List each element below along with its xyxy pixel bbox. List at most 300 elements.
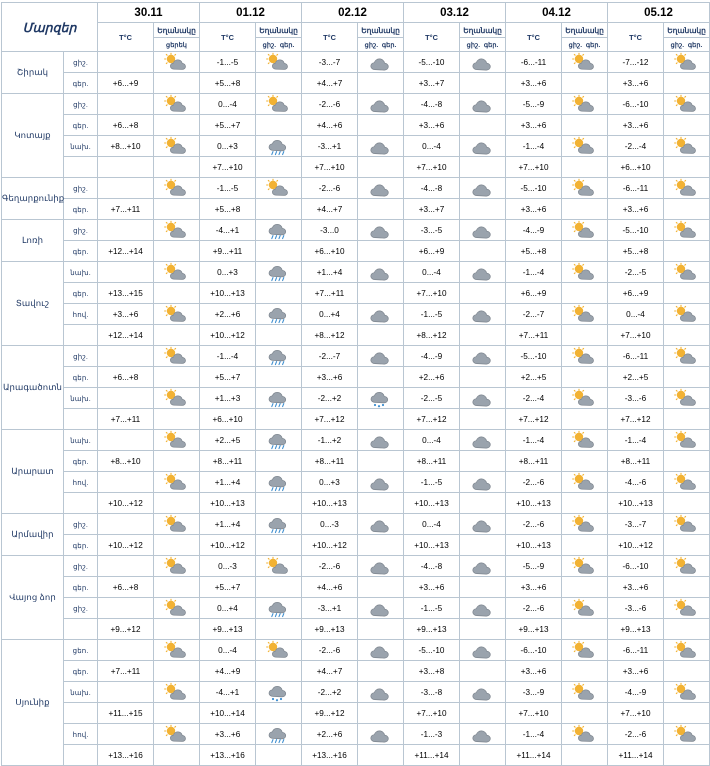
temp-cell: -4...+1 xyxy=(200,220,256,241)
sun-cloud-icon xyxy=(154,514,200,535)
temp-cell xyxy=(98,220,154,241)
weather-icon-cell-empty xyxy=(460,493,506,514)
sun-cloud-icon xyxy=(154,430,200,451)
weather-icon-cell-empty xyxy=(154,73,200,94)
temp-cell: -4...-9 xyxy=(608,682,664,703)
temp-cell: +11...+14 xyxy=(608,745,664,766)
sun-cloud-icon xyxy=(256,640,302,661)
subrow-label: հով. xyxy=(64,472,98,493)
sun-cloud-icon xyxy=(664,178,710,199)
sun-cloud-icon xyxy=(256,94,302,115)
subrow-label: նախ. xyxy=(64,262,98,283)
temp-cell: -1...-3 xyxy=(404,724,460,745)
weather-icon-cell-empty xyxy=(460,535,506,556)
temp-cell xyxy=(98,598,154,619)
sun-cloud-icon xyxy=(664,94,710,115)
weather-icon-cell-empty xyxy=(358,619,404,640)
sun-cloud-icon xyxy=(154,598,200,619)
temp-cell: +5...+8 xyxy=(200,199,256,220)
temp-cell: +3...+6 xyxy=(608,115,664,136)
cloud-icon xyxy=(460,430,506,451)
subrow-label xyxy=(64,157,98,178)
weather-icon-cell-empty xyxy=(562,283,608,304)
cloud-icon xyxy=(358,598,404,619)
header-daynight-3 xyxy=(460,38,506,52)
sun-cloud-icon xyxy=(154,556,200,577)
temp-cell: +9...+13 xyxy=(506,619,562,640)
temp-cell: +2...+5 xyxy=(506,367,562,388)
weather-icon-cell-empty xyxy=(358,367,404,388)
weather-icon-cell-empty xyxy=(358,535,404,556)
temp-cell xyxy=(98,262,154,283)
weather-icon-cell-empty xyxy=(256,619,302,640)
region-label: Սյունիք xyxy=(2,640,64,766)
temp-cell: -4...-8 xyxy=(404,178,460,199)
subrow-label: գեր. xyxy=(64,115,98,136)
cloud-icon xyxy=(460,220,506,241)
temp-cell: +7...+10 xyxy=(608,703,664,724)
temp-cell: +9...+13 xyxy=(302,619,358,640)
weather-icon-cell-empty xyxy=(664,115,710,136)
table-row xyxy=(2,136,710,157)
sun-cloud-icon xyxy=(154,94,200,115)
cloud-icon xyxy=(460,514,506,535)
table-row xyxy=(2,220,710,241)
header-weather-3: Եղանակը xyxy=(460,23,506,38)
table-row xyxy=(2,640,710,661)
temp-cell: +7...+10 xyxy=(506,703,562,724)
region-label: Վայոց ձոր xyxy=(2,556,64,640)
temp-cell: +13...+16 xyxy=(200,745,256,766)
weather-icon-cell-empty xyxy=(664,157,710,178)
header-temp-5: T°C xyxy=(608,23,664,52)
weather-icon-cell-empty xyxy=(562,367,608,388)
temp-cell: +5...+8 xyxy=(200,73,256,94)
temp-cell: +13...+15 xyxy=(98,283,154,304)
temp-cell: +10...+13 xyxy=(200,283,256,304)
sun-cloud-icon xyxy=(154,472,200,493)
header-temp-0: T°C xyxy=(98,23,154,52)
temp-cell: -4...-8 xyxy=(404,94,460,115)
temp-cell: +8...+11 xyxy=(200,451,256,472)
rain-icon xyxy=(256,346,302,367)
temp-cell: -2...-6 xyxy=(302,640,358,661)
table-row xyxy=(2,682,710,703)
header-temp-2: T°C xyxy=(302,23,358,52)
table-row xyxy=(2,262,710,283)
temp-cell: +4...+7 xyxy=(302,661,358,682)
temp-cell: +10...+13 xyxy=(608,493,664,514)
temp-cell: -1...-5 xyxy=(404,472,460,493)
cloud-icon xyxy=(460,178,506,199)
temp-cell: +7...+10 xyxy=(404,703,460,724)
sun-cloud-icon xyxy=(664,136,710,157)
temp-cell: +6...+10 xyxy=(608,157,664,178)
temp-cell: -3...-6 xyxy=(608,598,664,619)
temp-cell xyxy=(98,52,154,73)
header-daynight-5 xyxy=(664,38,710,52)
weather-icon-cell-empty xyxy=(358,493,404,514)
sun-cloud-icon xyxy=(664,598,710,619)
temp-cell xyxy=(98,94,154,115)
temp-cell: +2...+6 xyxy=(200,304,256,325)
table-row xyxy=(2,199,710,220)
weather-icon-cell-empty xyxy=(358,577,404,598)
sun-cloud-icon xyxy=(562,94,608,115)
temp-cell: +13...+16 xyxy=(98,745,154,766)
temp-cell: +7...+11 xyxy=(98,199,154,220)
temp-cell: +1...+3 xyxy=(200,388,256,409)
table-row xyxy=(2,346,710,367)
weather-icon-cell-empty xyxy=(358,199,404,220)
temp-cell: -6...-11 xyxy=(608,178,664,199)
rain-icon xyxy=(256,220,302,241)
temp-cell: -3...-5 xyxy=(404,220,460,241)
temp-cell: +7...+11 xyxy=(98,661,154,682)
sun-cloud-icon xyxy=(256,52,302,73)
weather-icon-cell-empty xyxy=(664,451,710,472)
sun-cloud-icon xyxy=(154,724,200,745)
temp-cell: +13...+16 xyxy=(302,745,358,766)
temp-cell: +6...+8 xyxy=(98,577,154,598)
weather-icon-cell-empty xyxy=(460,619,506,640)
weather-icon-cell-empty xyxy=(460,199,506,220)
weather-icon-cell-empty xyxy=(562,409,608,430)
temp-cell: -6...-10 xyxy=(506,640,562,661)
temp-cell: +10...+14 xyxy=(200,703,256,724)
temp-cell: +7...+10 xyxy=(404,157,460,178)
temp-cell: 0...-4 xyxy=(200,94,256,115)
weather-icon-cell-empty xyxy=(664,745,710,766)
cloud-icon xyxy=(358,682,404,703)
temp-cell: +10...+12 xyxy=(98,493,154,514)
cloud-icon xyxy=(358,52,404,73)
table-row xyxy=(2,367,710,388)
cloud-icon xyxy=(358,178,404,199)
temp-cell: +3...+7 xyxy=(404,199,460,220)
weather-icon-cell-empty xyxy=(154,325,200,346)
temp-cell: -2...-6 xyxy=(608,724,664,745)
temp-cell: +7...+11 xyxy=(506,325,562,346)
cloud-icon xyxy=(358,136,404,157)
header-day-0: ցերեկ xyxy=(166,41,187,49)
subrow-label: գեր. xyxy=(64,283,98,304)
temp-cell: -4...-9 xyxy=(404,346,460,367)
table-row xyxy=(2,535,710,556)
sun-cloud-icon xyxy=(562,514,608,535)
temp-cell: -2...-4 xyxy=(608,136,664,157)
header-date-1: 01.12 xyxy=(200,3,302,23)
weather-icon-cell-empty xyxy=(460,577,506,598)
sun-cloud-icon xyxy=(562,724,608,745)
temp-cell: +3...+6 xyxy=(506,661,562,682)
weather-icon-cell-empty xyxy=(256,493,302,514)
cloud-icon xyxy=(460,262,506,283)
weather-icon-cell-empty xyxy=(460,283,506,304)
snow-icon xyxy=(256,682,302,703)
weather-icon-cell-empty xyxy=(562,661,608,682)
header-night-1: գեր. xyxy=(279,41,295,49)
weather-icon-cell-empty xyxy=(664,283,710,304)
cloud-icon xyxy=(358,556,404,577)
temp-cell: 0...+3 xyxy=(200,136,256,157)
temp-cell: +7...+12 xyxy=(404,409,460,430)
temp-cell: -3...-8 xyxy=(404,682,460,703)
temp-cell: -3...+1 xyxy=(302,136,358,157)
cloud-icon xyxy=(358,472,404,493)
weather-icon-cell-empty xyxy=(358,241,404,262)
temp-cell: -3...-9 xyxy=(506,682,562,703)
temp-cell: -6...-10 xyxy=(608,556,664,577)
snow-icon xyxy=(358,388,404,409)
table-row xyxy=(2,619,710,640)
temp-cell xyxy=(98,346,154,367)
weather-icon-cell-empty xyxy=(460,73,506,94)
temp-cell: +2...+5 xyxy=(200,430,256,451)
weather-icon-cell-empty xyxy=(256,661,302,682)
temp-cell: +8...+11 xyxy=(506,451,562,472)
weather-icon-cell-empty xyxy=(562,115,608,136)
subrow-label xyxy=(64,745,98,766)
sun-cloud-icon xyxy=(562,556,608,577)
temp-cell: +9...+13 xyxy=(608,619,664,640)
header-date-0: 30.11 xyxy=(98,3,200,23)
table-row xyxy=(2,157,710,178)
temp-cell: -2...+2 xyxy=(302,388,358,409)
weather-icon-cell-empty xyxy=(358,157,404,178)
temp-cell: +7...+10 xyxy=(506,157,562,178)
weather-icon-cell-empty xyxy=(256,283,302,304)
temp-cell: +3...+6 xyxy=(506,115,562,136)
weather-icon-cell-empty xyxy=(562,577,608,598)
weather-icon-cell-empty xyxy=(154,115,200,136)
temp-cell: +6...+9 xyxy=(404,241,460,262)
temp-cell: -6...-10 xyxy=(608,94,664,115)
temp-cell: +3...+6 xyxy=(506,199,562,220)
temp-cell: +7...+10 xyxy=(302,157,358,178)
temp-cell: +5...+7 xyxy=(200,577,256,598)
subrow-label: նախ. xyxy=(64,430,98,451)
weather-icon-cell-empty xyxy=(562,157,608,178)
weather-icon-cell-empty xyxy=(154,745,200,766)
subrow-label: գեր. xyxy=(64,661,98,682)
temp-cell: -5...-10 xyxy=(404,640,460,661)
weather-icon-cell-empty xyxy=(154,241,200,262)
weather-icon-cell-empty xyxy=(154,493,200,514)
header-night-5: գեր. xyxy=(687,41,703,49)
weather-icon-cell-empty xyxy=(562,73,608,94)
weather-icon-cell-empty xyxy=(664,619,710,640)
region-label: Գեղարքունիք xyxy=(2,178,64,220)
temp-cell: +2...+5 xyxy=(608,367,664,388)
temp-cell: +3...+6 xyxy=(404,115,460,136)
temp-cell: -2...-6 xyxy=(302,178,358,199)
temp-cell: -4...-6 xyxy=(608,472,664,493)
weather-table xyxy=(1,2,710,766)
temp-cell: 0...+4 xyxy=(200,598,256,619)
header-daynight-0 xyxy=(154,38,200,52)
subrow-label: ցիշ. xyxy=(64,52,98,73)
temp-cell: 0...-4 xyxy=(404,430,460,451)
subrow-label: գեր. xyxy=(64,241,98,262)
temp-cell: 0...-4 xyxy=(200,640,256,661)
cloud-icon xyxy=(460,52,506,73)
table-row xyxy=(2,556,710,577)
temp-cell: +10...+12 xyxy=(200,535,256,556)
temp-cell: +7...+11 xyxy=(98,409,154,430)
sun-cloud-icon xyxy=(562,682,608,703)
sun-cloud-icon xyxy=(562,598,608,619)
subrow-label: ցիշ. xyxy=(64,94,98,115)
temp-cell: +5...+7 xyxy=(200,367,256,388)
temp-cell: +6...+10 xyxy=(200,409,256,430)
cloud-icon xyxy=(358,430,404,451)
temp-cell: 0...-4 xyxy=(404,262,460,283)
weather-icon-cell-empty xyxy=(460,367,506,388)
region-label: Արարատ xyxy=(2,430,64,514)
subrow-label: նախ. xyxy=(64,388,98,409)
temp-cell: +6...+9 xyxy=(608,283,664,304)
temp-cell xyxy=(98,388,154,409)
temp-cell: +4...+6 xyxy=(302,577,358,598)
temp-cell: +11...+15 xyxy=(98,703,154,724)
temp-cell: +6...+10 xyxy=(302,241,358,262)
temp-cell: -3...-6 xyxy=(608,388,664,409)
subrow-label: նախ. xyxy=(64,136,98,157)
sun-cloud-icon xyxy=(664,262,710,283)
subrow-label: գեր. xyxy=(64,367,98,388)
table-row xyxy=(2,304,710,325)
rain-icon xyxy=(256,136,302,157)
weather-icon-cell-empty xyxy=(664,661,710,682)
temp-cell: -6...-11 xyxy=(506,52,562,73)
temp-cell: +3...+6 xyxy=(608,73,664,94)
weather-icon-cell-empty xyxy=(562,241,608,262)
header-weather-1: Եղանակը xyxy=(256,23,302,38)
temp-cell: -5...-9 xyxy=(506,94,562,115)
temp-cell xyxy=(98,682,154,703)
temp-cell: +5...+8 xyxy=(506,241,562,262)
subrow-label xyxy=(64,619,98,640)
temp-cell: +7...+12 xyxy=(302,409,358,430)
temp-cell: +8...+11 xyxy=(302,451,358,472)
cloud-icon xyxy=(460,136,506,157)
weather-icon-cell-empty xyxy=(358,325,404,346)
temp-cell: -3...+1 xyxy=(302,598,358,619)
sun-cloud-icon xyxy=(664,388,710,409)
temp-cell: -5...-9 xyxy=(506,556,562,577)
temp-cell: +10...+12 xyxy=(98,535,154,556)
temp-cell: -3...0 xyxy=(302,220,358,241)
cloud-icon xyxy=(460,472,506,493)
temp-cell: +8...+11 xyxy=(608,451,664,472)
header-date-5: 05.12 xyxy=(608,3,710,23)
table-row xyxy=(2,325,710,346)
cloud-icon xyxy=(358,640,404,661)
temp-cell: +7...+12 xyxy=(506,409,562,430)
sun-cloud-icon xyxy=(154,640,200,661)
temp-cell: +3...+6 xyxy=(302,367,358,388)
cloud-icon xyxy=(358,514,404,535)
temp-cell: +8...+11 xyxy=(404,451,460,472)
sun-cloud-icon xyxy=(154,346,200,367)
temp-cell: +3...+6 xyxy=(608,661,664,682)
rain-icon xyxy=(256,262,302,283)
temp-cell: -2...-6 xyxy=(506,514,562,535)
temp-cell: -1...-4 xyxy=(506,724,562,745)
temp-cell: +3...+6 xyxy=(608,199,664,220)
temp-cell xyxy=(98,472,154,493)
temp-cell xyxy=(98,157,154,178)
sun-cloud-icon xyxy=(664,472,710,493)
subrow-label: ցիշ. xyxy=(64,514,98,535)
weather-icon-cell-empty xyxy=(664,409,710,430)
temp-cell: -1...-5 xyxy=(404,304,460,325)
weather-icon-cell-empty xyxy=(460,409,506,430)
cloud-icon xyxy=(460,724,506,745)
header-temp-4: T°C xyxy=(506,23,562,52)
subrow-label: ցեո. xyxy=(64,640,98,661)
header-night-4: գեր. xyxy=(585,41,601,49)
table-row xyxy=(2,493,710,514)
sun-cloud-icon xyxy=(562,178,608,199)
table-row xyxy=(2,577,710,598)
temp-cell: +12...+14 xyxy=(98,241,154,262)
temp-cell: -2...-6 xyxy=(302,556,358,577)
temp-cell: -4...-8 xyxy=(404,556,460,577)
temp-cell: +6...+8 xyxy=(98,367,154,388)
table-row xyxy=(2,430,710,451)
temp-cell xyxy=(98,724,154,745)
temp-cell xyxy=(98,556,154,577)
weather-icon-cell-empty xyxy=(358,745,404,766)
temp-cell: +7...+12 xyxy=(608,409,664,430)
temp-cell: +3...+6 xyxy=(404,577,460,598)
temp-cell: +10...+13 xyxy=(404,493,460,514)
weather-icon-cell-empty xyxy=(154,409,200,430)
sun-cloud-icon xyxy=(664,724,710,745)
sun-cloud-icon xyxy=(154,136,200,157)
cloud-icon xyxy=(460,388,506,409)
temp-cell xyxy=(98,514,154,535)
weather-icon-cell-empty xyxy=(664,493,710,514)
temp-cell: +10...+13 xyxy=(200,493,256,514)
weather-icon-cell-empty xyxy=(358,115,404,136)
temp-cell: -5...-10 xyxy=(404,52,460,73)
header-day-4: ցիշ. xyxy=(568,41,583,49)
rain-icon xyxy=(256,430,302,451)
weather-icon-cell-empty xyxy=(562,745,608,766)
weather-icon-cell-empty xyxy=(358,283,404,304)
sun-cloud-icon xyxy=(664,640,710,661)
weather-icon-cell-empty xyxy=(664,241,710,262)
weather-icon-cell-empty xyxy=(664,367,710,388)
temp-cell: +6...+8 xyxy=(98,115,154,136)
weather-icon-cell-empty xyxy=(154,157,200,178)
cloud-icon xyxy=(460,640,506,661)
temp-cell: 0...-4 xyxy=(404,514,460,535)
weather-icon-cell-empty xyxy=(358,661,404,682)
temp-cell: +3...+6 xyxy=(506,73,562,94)
temp-cell: -1...-5 xyxy=(404,598,460,619)
temp-cell: +4...+9 xyxy=(200,661,256,682)
cloud-icon xyxy=(358,262,404,283)
temp-cell: -2...-5 xyxy=(608,262,664,283)
temp-cell: +7...+10 xyxy=(404,283,460,304)
temp-cell: -1...+2 xyxy=(302,430,358,451)
temp-cell: -2...-6 xyxy=(506,472,562,493)
header-weather-4: Եղանակը xyxy=(562,23,608,38)
